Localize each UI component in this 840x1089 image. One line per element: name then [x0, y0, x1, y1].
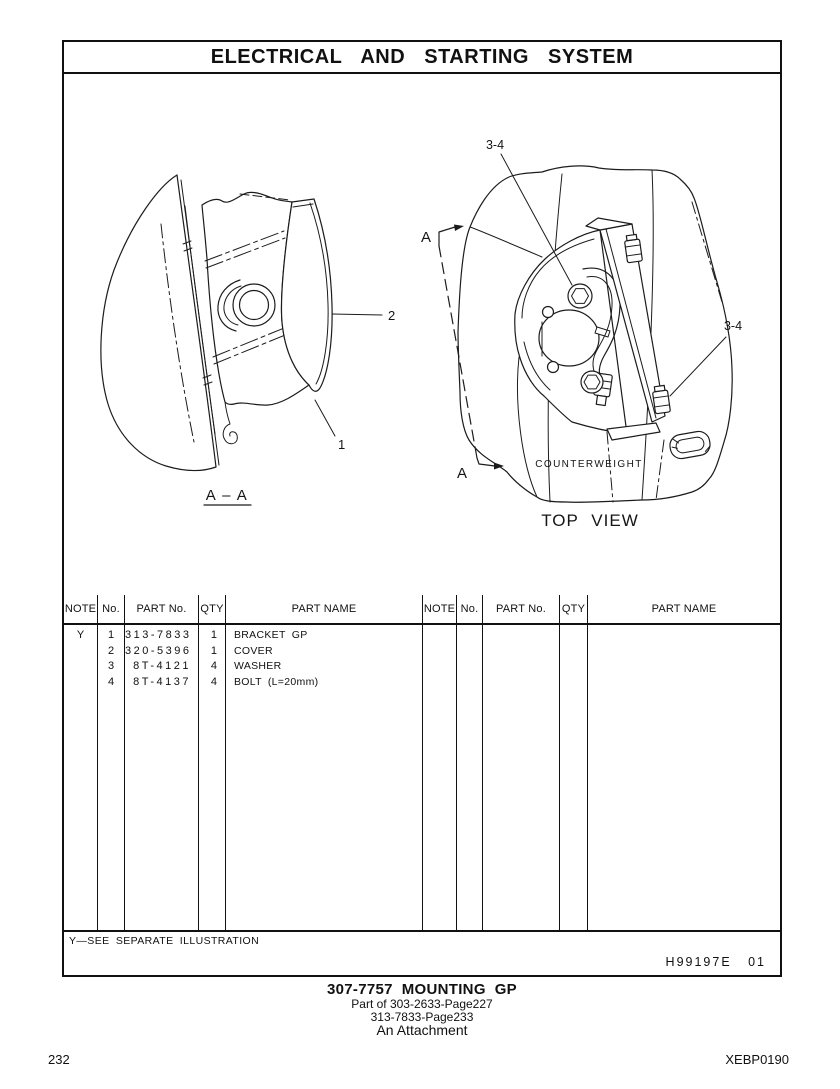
leader-line-1: [315, 400, 335, 436]
counterweight-label: COUNTERWEIGHT: [535, 459, 643, 470]
col-partno-left: [125, 625, 199, 930]
header-partname-left: PART NAME: [226, 595, 423, 623]
section-arrow-top-label: A: [420, 229, 432, 246]
cell-qty: 4: [210, 660, 217, 672]
counterweight-section-outline: [101, 175, 216, 471]
header-note-right: NOTE: [423, 595, 457, 623]
cell-partname: COVER: [234, 644, 273, 657]
bolt-head-top: [572, 289, 589, 304]
cell-partname: WASHER: [234, 660, 282, 672]
parent-reference: Part of 303-2633-Page227: [351, 997, 493, 1011]
mount-boss: [539, 310, 599, 366]
bolt-head-bottom: [584, 375, 600, 389]
top-view-drawing: [421, 138, 742, 530]
boss-lug-bottom: [548, 362, 559, 373]
title-band: [64, 42, 780, 74]
cell-qty: 4: [210, 675, 217, 688]
cell-partno: 320-5396: [125, 644, 192, 657]
attachment-reference: 313-7833-Page233: [370, 1009, 474, 1024]
col-qty-right: [560, 625, 588, 930]
parts-table-body: [64, 625, 780, 930]
callout-1: 1: [338, 437, 346, 452]
header-partname-right: PART NAME: [651, 603, 717, 615]
section-view-drawing: [101, 175, 395, 505]
header-note-left: NOTE: [64, 595, 98, 623]
table-footnote: Y—SEE SEPARATE ILLUSTRATION: [69, 935, 260, 947]
cell-note: [64, 659, 97, 675]
assembly-caption: [62, 981, 782, 1038]
top-view-label: TOP VIEW: [541, 511, 639, 530]
col-note-right: [423, 625, 457, 930]
leader-line-2: [332, 314, 382, 315]
cell-no: 2: [107, 644, 115, 657]
drawing-area: [64, 74, 780, 595]
header-no-right: No.: [457, 595, 483, 623]
callout-34-right: 3-4: [723, 319, 743, 333]
hole-inner: [240, 291, 269, 320]
cell-no: 4: [107, 675, 115, 688]
header-partno-left: PART No.: [125, 595, 199, 623]
cell-note: [64, 675, 97, 691]
sheet-frame: [62, 40, 782, 977]
cell-partno: 313-7833: [125, 629, 192, 641]
col-partname-right: [588, 625, 780, 930]
assembly-drawings: [64, 74, 780, 595]
boss-lug-top: [543, 307, 554, 318]
col-note-left: [64, 625, 98, 930]
attachment-note: An Attachment: [376, 1022, 468, 1038]
header-qty-right: QTY: [560, 595, 588, 623]
cell-note: [64, 644, 97, 660]
cell-partno: 8T-4137: [133, 675, 191, 688]
section-arrow-top: [439, 227, 455, 246]
cell-qty: 1: [210, 644, 217, 657]
parts-table-header: [64, 595, 780, 625]
revision-code: H99197E 01: [665, 955, 766, 969]
header-qty-left: QTY: [199, 595, 226, 623]
cell-partno: 8T-4121: [133, 660, 191, 672]
col-no-right: [457, 625, 483, 930]
footnote-row: [64, 930, 780, 975]
page-title: ELECTRICAL AND STARTING SYSTEM: [210, 45, 634, 68]
col-qty-left: [199, 625, 226, 930]
section-arrow-bottom-label: A: [456, 465, 468, 482]
callout-2: 2: [388, 308, 396, 323]
cell-partname: BOLT (L=20mm): [234, 675, 319, 688]
assembly-title: 307-7757 MOUNTING GP: [327, 981, 517, 998]
cell-partname: BRACKET GP: [234, 629, 308, 641]
section-arrowhead-top: [454, 225, 464, 232]
cell-note: Y: [76, 629, 85, 641]
col-partno-right: [483, 625, 560, 930]
col-partname-left: [226, 625, 423, 930]
clip-detail: [223, 402, 237, 444]
cell-qty: 1: [210, 629, 217, 641]
col-no-left: [98, 625, 125, 930]
cell-no: 1: [107, 629, 115, 641]
header-no-left: No.: [98, 595, 125, 623]
section-label: A – A: [205, 487, 249, 504]
callout-34-top: 3-4: [485, 138, 505, 152]
cell-no: 3: [107, 660, 115, 672]
media-number: XEBP0190: [725, 1052, 789, 1067]
header-partno-right: PART No.: [483, 595, 560, 623]
page-number: 232: [48, 1052, 70, 1067]
